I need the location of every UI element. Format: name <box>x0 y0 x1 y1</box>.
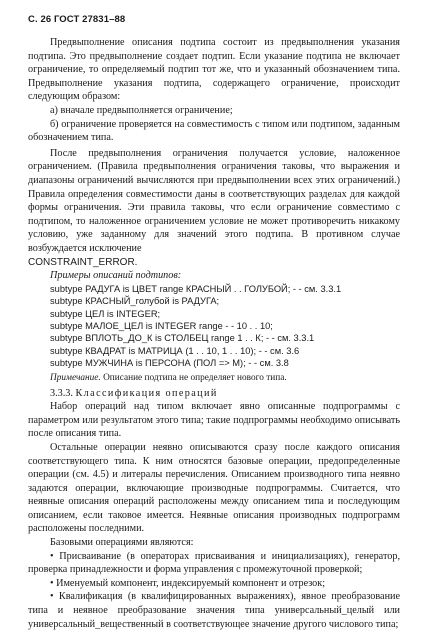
example-line: subtype ЦЕЛ is INTEGER; <box>50 308 161 319</box>
paragraph-operation-set: Набор операций над типом включает явно описанные подпрограммы с параметром или результатом этого типа; такие подпрограммы необходимо описывать после описания типа. <box>28 401 400 440</box>
document-body <box>28 36 400 631</box>
bullet-component: • Именуемый компонент, индексируемый компонент и отрезок; <box>50 577 326 589</box>
example-line: subtype ВПЛОТЬ_ДО_К is СТОЛБЕЦ range 1 . . К; - - см. 3.3.1 <box>50 333 315 344</box>
list-item-a: а) вначале предвыполняется ограничение; <box>50 104 233 116</box>
paragraph-constraint-condition: После предвыполнения ограничения получается условие, наложенное ограничением. (Правила предвыполнения ограничения таковы, что выражения и диапазоны ограничений вычисляются при предвыполнении всех этих ограничений.) Правила определения совместимости даны в соответствующих разделах для каждой формы ограничения. Эти правила таковы, что если ограничение совместимо с подтипом, то наложенное ограничением условие не может противоречить никакому условию, уже заданному для значений этого подтипа. В противном случае возбуждается исключение <box>28 147 400 254</box>
example-line: subtype РАДУГА is ЦВЕТ range КРАСНЫЙ . . ГОЛУБОЙ; - - см. 3.3.1 <box>50 283 342 294</box>
examples-title: Примеры описаний подтипов: <box>50 270 182 282</box>
section-title: Классификация операций <box>75 387 218 399</box>
example-line: subtype КВАДРАТ is МАТРИЦА (1 . . 10, 1 . . 10); - - см. 3.6 <box>50 345 300 356</box>
bullet-assignment: • Присваивание (в операторах присваивания и инициализациях), генератор, проверка принадлежности и форма управления с промежуточной проверкой; <box>28 550 400 576</box>
note <box>28 372 400 385</box>
paragraph-basic-operations: Базовыми операциями являются: <box>50 537 194 549</box>
paragraph-implicit-operations: Остальные операции неявно описываются сразу после каждого описания соответствующего типа. К ним относятся базовые операции, предопределенные операции (см. 4.5) и литералы перечисления. Описанием производного типа неявно задаются операции, включающие производные подпрограммы. Считается, что неявные описания операций расположены между описанием типа и последующим описанием, если таковое имеется. Неявные описания производных подпрограмм расположены последними. <box>28 441 400 535</box>
section-number: 3.3.3. <box>50 387 73 399</box>
bullet-qualification: • Квалификация (в квалифицированных выражениях), явное преобразование типа и неявное преобразование значения типа универсальный_целый или универсальный_вещественный в соответствующее значение другого числового типа; <box>28 591 400 630</box>
note-text: Описание подтипа не определяет нового типа. <box>103 372 287 383</box>
note-label: Примечание. <box>50 372 101 383</box>
section-heading <box>28 387 400 401</box>
examples-list <box>28 283 400 370</box>
page-header: С. 26 ГОСТ 27831–88 <box>28 14 126 25</box>
example-line: subtype КРАСНЫЙ_голубой is РАДУГА; <box>50 296 220 307</box>
paragraph-subtype-declaration: Предвыполнение описания подтипа состоит из предвыполнения указания подтипа. Это предвыполнение создает подтип. Если указание подтипа не включает ограничение, то определяемый подтип тот же, что и указанный обозначением типа. Предвыполнение указания подтипа, содержащего ограничение, происходит следующим образом: <box>28 37 400 103</box>
exception-name: CONSTRAINT_ERROR. <box>28 256 138 268</box>
example-line: subtype МУЖЧИНА is ПЕРСОНА (ПОЛ => М); - - см. 3.8 <box>50 358 289 369</box>
list-item-b: б) ограничение проверяется на совместимость с типом или подтипом, заданным обозначением типа. <box>28 118 400 144</box>
example-line: subtype МАЛОЕ_ЦЕЛ is INTEGER range - - 10 . . 10; <box>50 320 273 331</box>
